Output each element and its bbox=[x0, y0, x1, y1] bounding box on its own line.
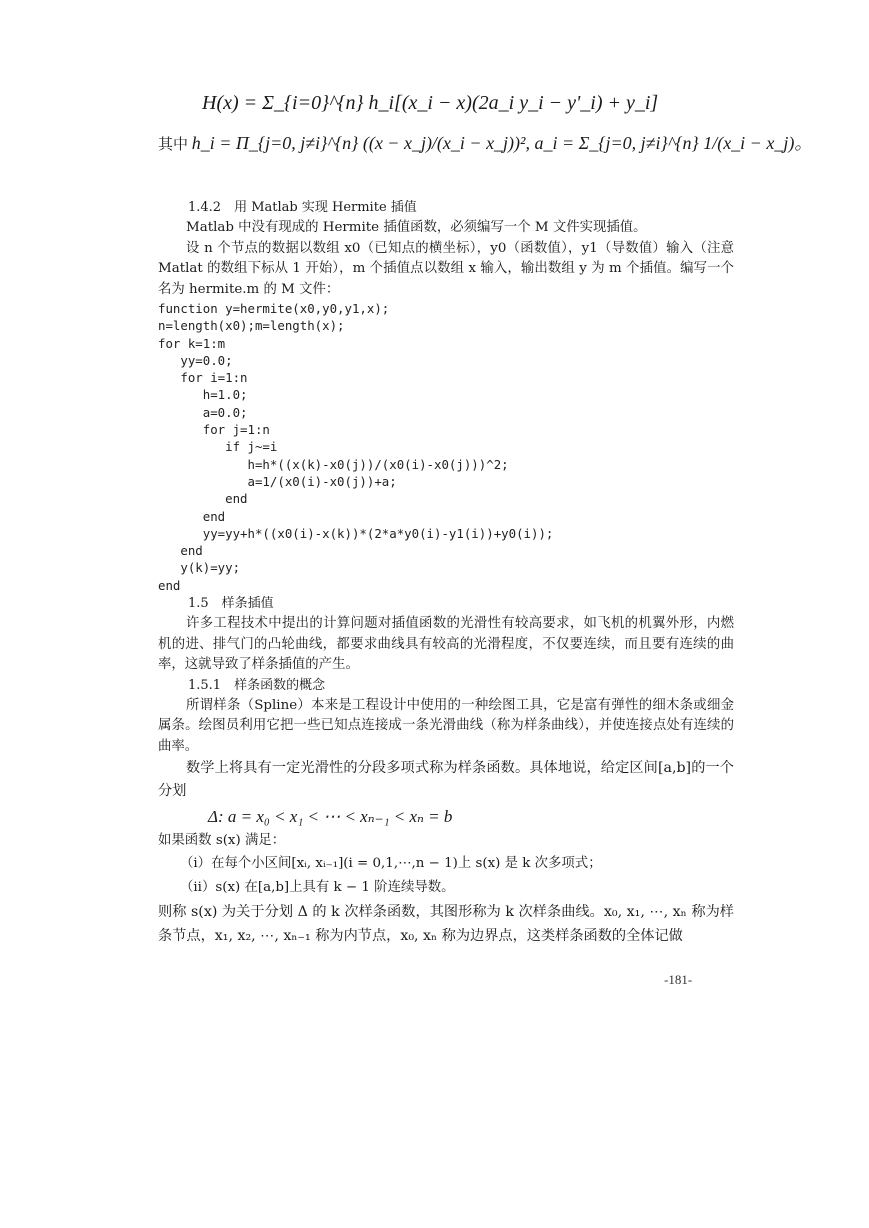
paragraph-spline-definition: 数学上将具有一定光滑性的分段多项式称为样条函数。具体地说，给定区间[a,b]的一个分划 bbox=[158, 760, 734, 800]
code-line: end bbox=[158, 577, 181, 593]
condition-1: （i）在每个小区间[xᵢ, xᵢ₋₁](i = 0,1,⋯,n − 1)上 s(x) 是 k 次多项式； bbox=[180, 855, 602, 871]
code-line: for j=1:n bbox=[158, 422, 270, 438]
code-line: yy=yy+h*((x0(i)-x(k))*(2*a*y0(i)-y1(i))+y0(i)); bbox=[158, 525, 554, 541]
code-line: h=1.0; bbox=[158, 387, 248, 403]
code-line: a=1/(x0(i)-x0(j))+a; bbox=[158, 473, 397, 489]
code-line: n=length(x0);m=length(x); bbox=[158, 318, 345, 334]
coefficient-math: h_i = Π_{j=0, j≠i}^{n} ((x − x_j)/(x_i − x_j))², a_i = Σ_{j=0, j≠i}^{n} 1/(x_i − x_j)。 bbox=[191, 133, 813, 153]
partition-formula: Δ: a = x₀ < x₁ < ⋯ < xₙ₋₁ < xₙ = b bbox=[208, 807, 453, 827]
code-line: end bbox=[158, 543, 203, 559]
paragraph-matlab-note: Matlab 中没有现成的 Hermite 插值函数，必须编写一个 M 文件实现插值。 bbox=[186, 220, 647, 235]
code-line: a=0.0; bbox=[158, 404, 248, 420]
code-line: yy=0.0; bbox=[158, 352, 233, 368]
paragraph-hermite-input: 设 n 个节点的数据以数组 x0（已知点的横坐标），y0（函数值），y1（导数值）输入（注意 Matlat 的数组下标从 1 开始），m 个插值点以数组 x 输入，输出数组 y 为 m 个插值。编写一个名为 hermite.m 的 M 文件： bbox=[158, 240, 734, 297]
page-content bbox=[158, 86, 813, 948]
coefficient-formula bbox=[158, 130, 813, 198]
section-heading-1-5-1: 1.5.1 样条函数的概念 bbox=[188, 677, 326, 693]
code-line: end bbox=[158, 508, 226, 524]
hermite-code-block bbox=[158, 300, 734, 594]
page-number: -181- bbox=[664, 972, 693, 987]
code-line: h=h*((x(k)-x0(j))/(x0(i)-x0(j)))^2; bbox=[158, 456, 509, 472]
formula-lead: 其中 bbox=[158, 135, 189, 153]
section-heading-1-4-2: 1.4.2 用 Matlab 实现 Hermite 插值 bbox=[188, 200, 417, 215]
paragraph-spline-nodes: 则称 s(x) 为关于分划 Δ 的 k 次样条函数，其图形称为 k 次样条曲线。x₀, x₁, ⋯, xₙ 称为样条节点，x₁, x₂, ⋯, xₙ₋₁ 称为内节点，x₀, xₙ 称为边界点，这类样条函数的全体记做 bbox=[158, 903, 734, 944]
paragraph-spline-tool: 所谓样条（Spline）本来是工程设计中使用的一种绘图工具，它是富有弹性的细木条或细金属条。绘图员利用它把一些已知点连接成一条光滑曲线（称为样条曲线），并使连接点处有连续的曲率。 bbox=[158, 697, 734, 754]
code-line: end bbox=[158, 491, 248, 507]
code-line: for k=1:m bbox=[158, 335, 226, 351]
paragraph-conditions-lead: 如果函数 s(x) 满足： bbox=[158, 833, 286, 849]
condition-2: （ii）s(x) 在[a,b]上具有 k − 1 阶连续导数。 bbox=[180, 879, 455, 895]
paragraph-spline-intro: 许多工程技术中提出的计算问题对插值函数的光滑性有较高要求，如飞机的机翼外形，内燃机的进、排气门的凸轮曲线，都要求曲线具有较高的光滑程度，不仅要连续，而且要有连续的曲率，这就导致了样条插值的产生。 bbox=[158, 616, 734, 673]
code-line: for i=1:n bbox=[158, 370, 248, 386]
code-line: y(k)=yy; bbox=[158, 560, 241, 576]
section-heading-1-5: 1.5 样条插值 bbox=[188, 596, 274, 612]
hermite-formula: H(x) = Σ_{i=0}^{n} h_i[(x_i − x)(2a_i y_i − y'_i) + y_i] bbox=[202, 92, 659, 114]
code-line: if j~=i bbox=[158, 439, 278, 455]
code-line: function y=hermite(x0,y0,y1,x); bbox=[158, 301, 390, 316]
